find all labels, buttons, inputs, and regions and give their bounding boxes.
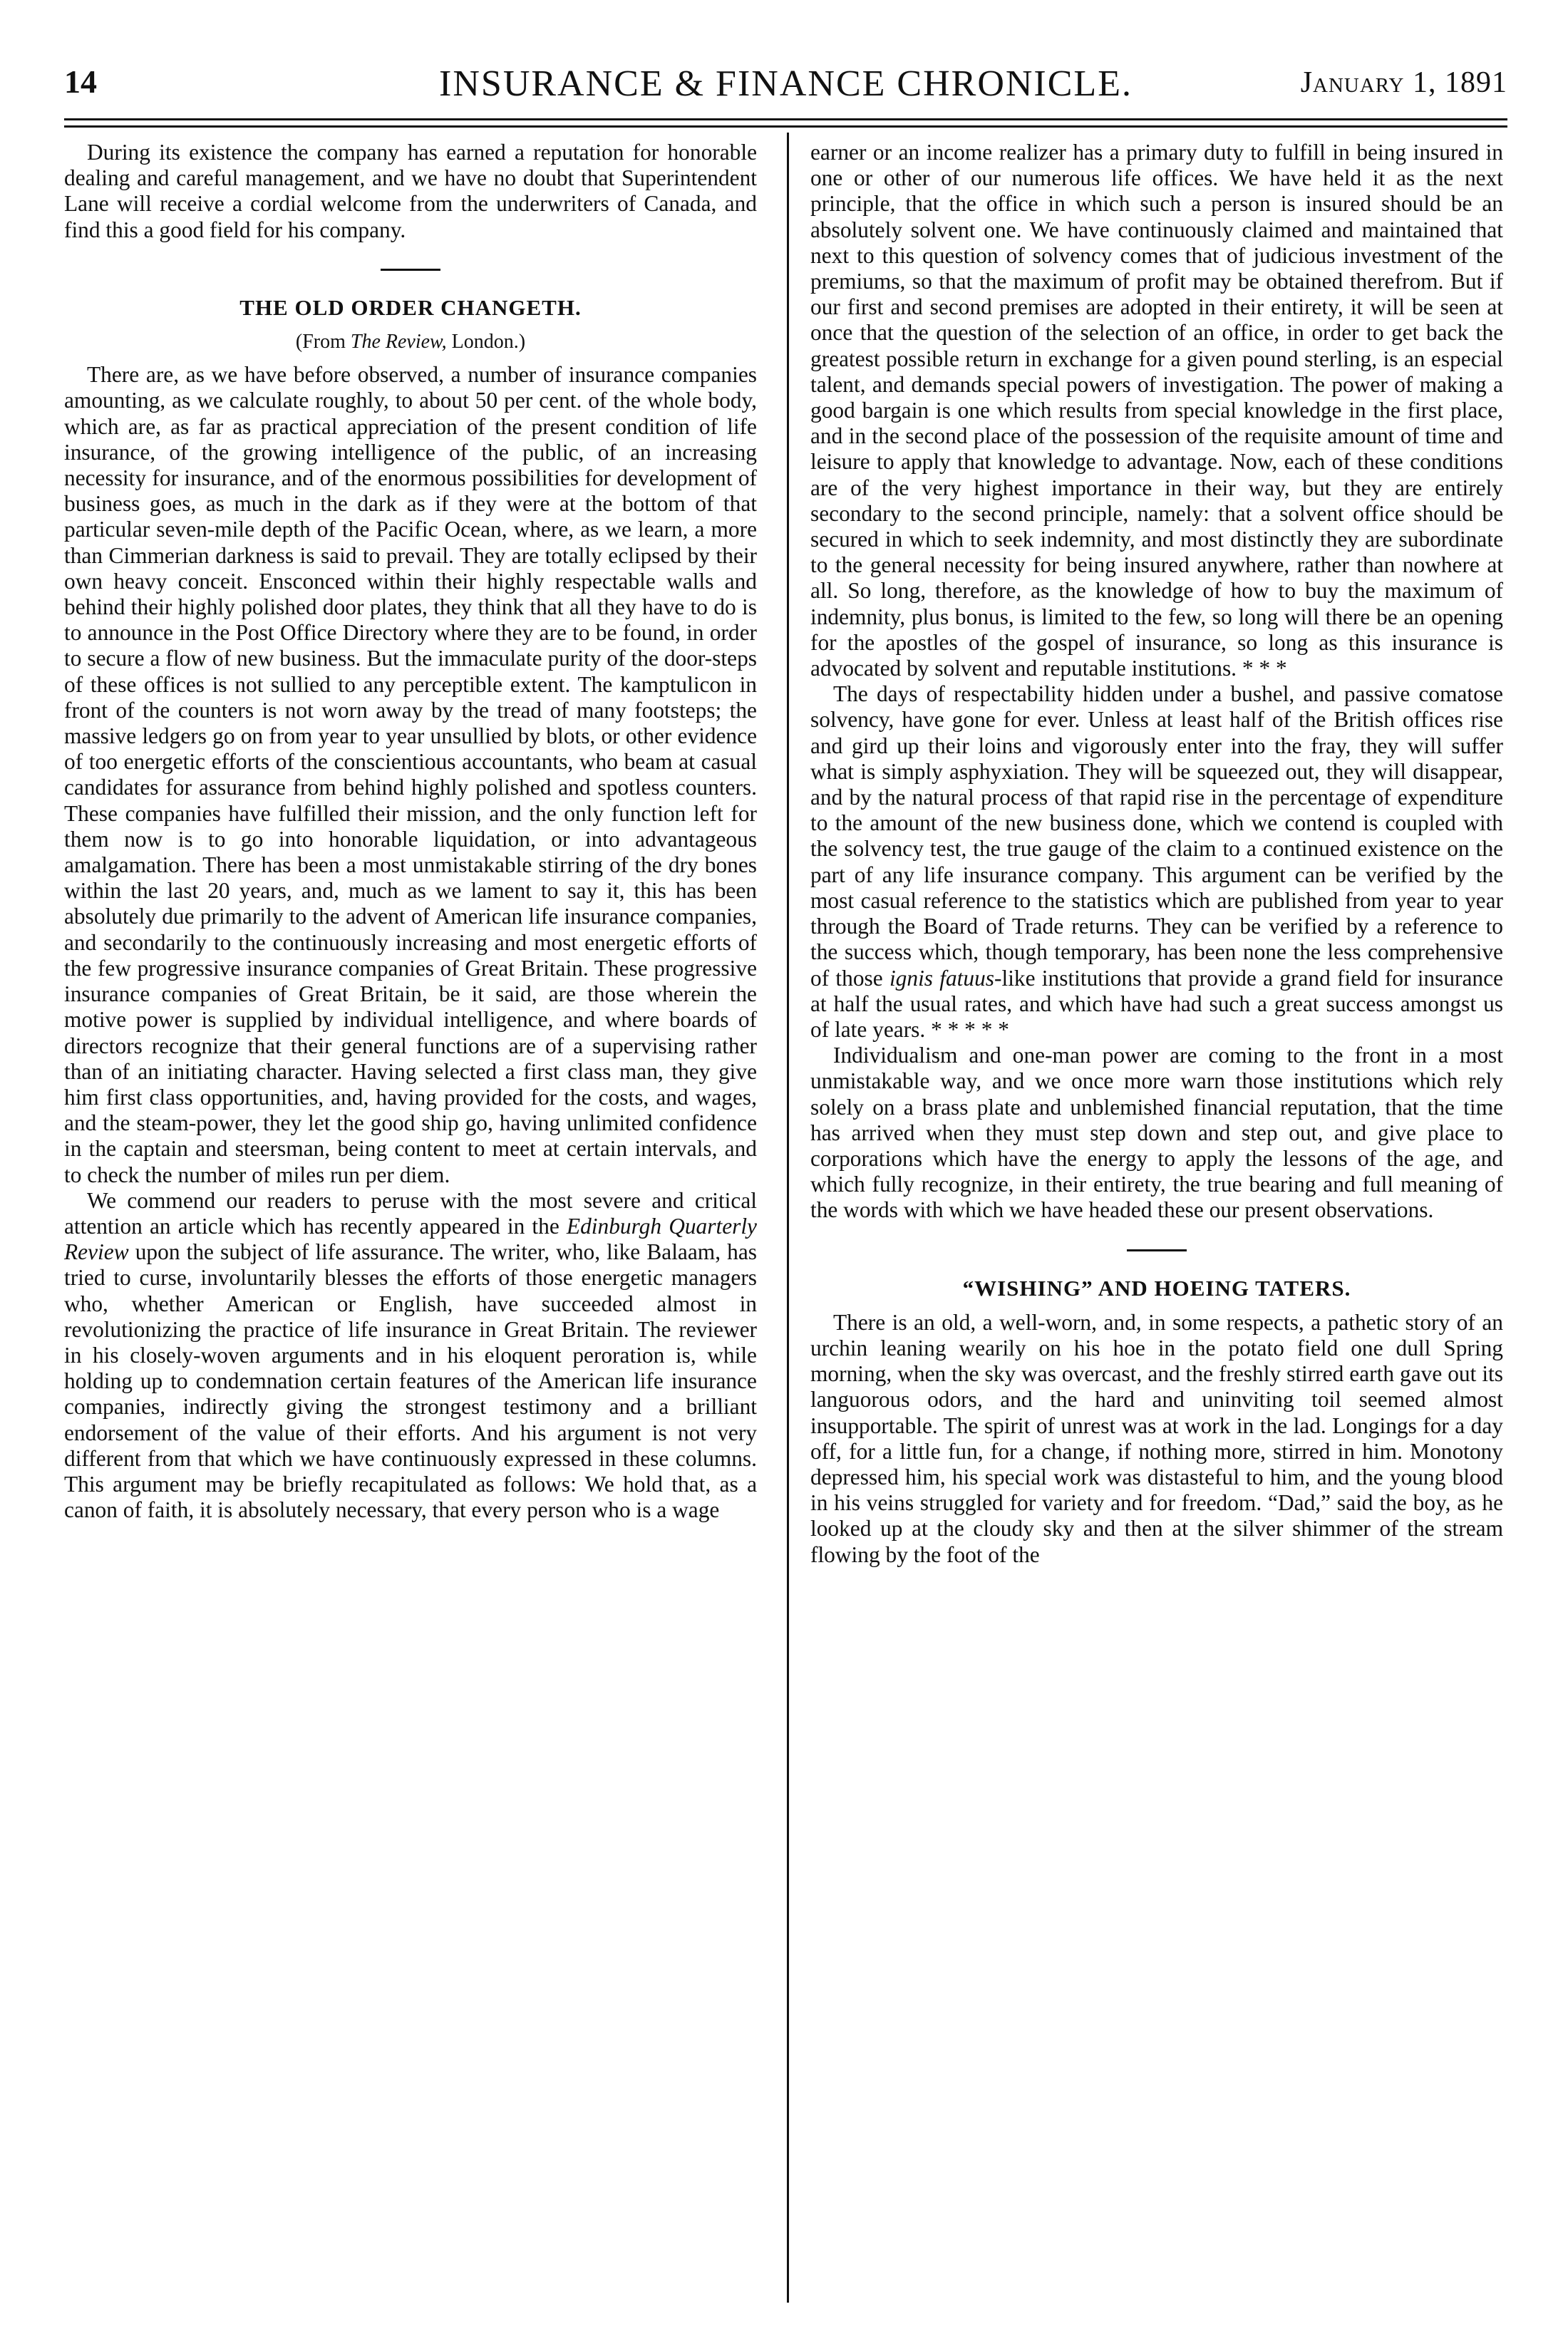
paragraph-text: The days of respectability hidden under a bushel, and passive comatose solvency, have gone for ever. Unless at least half of the British offices rise and gird up their loins and vigorously enter into the fray, they will suffer what is simply asphyxiation. They will be squeezed out, they will disappear, and by the natural process of that rapid rise in the percentage of expenditure to the amount of the new business done, which we contend is coupled with the solvency test, the true gauge of the claim to a continued existence on the part of any life insurance company. This argument can be verified by the most casual reference to the statistics which are published from year to year through the Board of Trade returns. They can be verified by a reference to the success which, though temporary, has been none the less comprehensive of those bbox=[810, 681, 1503, 991]
article-paragraph bbox=[810, 140, 1503, 681]
asterism: * * * * * bbox=[931, 1016, 1009, 1042]
left-column bbox=[64, 140, 757, 1523]
section-divider bbox=[381, 269, 440, 271]
article-paragraph bbox=[810, 681, 1503, 1043]
issue-date: January 1, 1891 bbox=[1300, 66, 1507, 99]
source-publication: The Review, bbox=[350, 331, 447, 353]
article-paragraph bbox=[64, 1188, 757, 1524]
page-number: 14 bbox=[64, 63, 97, 100]
article-title-wishing: “WISHING” AND HOEING TATERS. bbox=[962, 1275, 1351, 1301]
column-divider bbox=[787, 133, 789, 2303]
source-prefix: (From bbox=[295, 331, 351, 353]
latin-phrase: ignis fatuus bbox=[889, 965, 995, 991]
source-suffix: London.) bbox=[446, 331, 526, 353]
article-paragraph: There is an old, a well-worn, and, in some respects, a pathetic story of an urchin leaning wearily on his hoe in the potato field one dull Spring morning, when the sky was overcast, and the freshly stirred earth gave out its languorous odors, and the hard and uninviting toil seemed almost insupportable. The spirit of unrest was at work in the lad. Longings for a day off, for a little fun, for a change, if nothing more, stirred in him. Monotony depressed him, his special work was distasteful to him, and the young blood in his veins struggled for variety and for freedom. “Dad,” said the boy, as he looked up at the cloudy sky and then at the silver shimmer of the stream flowing by the foot of the bbox=[810, 1309, 1503, 1567]
article-source bbox=[64, 329, 757, 355]
paragraph-text: earner or an income realizer has a primary duty to fulfill in being insured in one or other of our numerous life offices. We have held it as the next principle, that the office in which such a person is insured should be an absolutely solvent one. We have continuously claimed and maintained that next to this question of solvency comes that of judicious investment of the premiums, so that the maximum of profit may be obtained therefrom. But if our first and second premises are adopted in their entirety, it will be seen at once that the question of the selection of an office, in order to get back the greatest possible return in exchange for a given pound sterling, is an especial talent, and demands special powers of investigation. The power of making a good bargain is one which results from special knowledge in the first place, and in the second place of the possession of the requisite amount of time and leisure to apply that knowledge to advantage. Now, each of these conditions are of the very highest importance in their way, but they are entirely secondary to the second principle, namely: that a solvent office should be secured in which to seek indemnity, and most distinctly they are subordinate to the general necessity for being insured anywhere, rather than nowhere at all. So long, therefore, as the knowledge of how to buy the maximum of indemnity, plus bonus, is limited to the few, so long will there be an opening for the apostles of the gospel of insurance, so long as this insurance is advocated by solvent and reputable institutions. bbox=[810, 140, 1503, 681]
article-paragraph: Individualism and one-man power are coming to the front in a most unmistakable way, and we once more warn those institutions which rely solely on a brass plate and unblemished financial reputation, that the time has arrived when they must step down and step out, and give place to corporations which have the energy to apply the lessons of the age, and which fully recognize, in their entirety, the true bearing and full meaning of the words with which we have headed these our present observations. bbox=[810, 1043, 1503, 1223]
page-header bbox=[64, 63, 1507, 113]
section-divider bbox=[1127, 1249, 1187, 1251]
paragraph-text: -like institutions that provide a grand field for insurance at half the usual rates, and which have had such a great success amongst us of late years. bbox=[810, 965, 1503, 1042]
journal-title: INSURANCE & FINANCE CHRONICLE. bbox=[439, 63, 1133, 104]
paragraph-text: upon the subject of life assurance. The writer, who, like Balaam, has tried to curse, involuntarily blesses the efforts of those energetic managers who, whether American or English, have succeeded almost in revolutionizing the practice of life insurance in Great Britain. The reviewer in his closely-woven arguments and in his eloquent peroration is, while holding up to condemnation certain features of the American life insurance companies, indirectly giving the strongest testimony and a brilliant endorsement of the value of their efforts. And his argument is not very different from that which we have continuously expressed in these columns. This argument may be briefly recapitulated as follows: We hold that, as a canon of faith, it is absolutely necessary, that every person who is a wage bbox=[64, 1239, 757, 1523]
asterism: * * * bbox=[1242, 656, 1287, 681]
intro-paragraph: During its existence the company has earned a reputation for honorable dealing and careful management, and we have no doubt that Superintendent Lane will receive a cordial welcome from the underwriters of Canada, and find this a good field for his company. bbox=[64, 140, 757, 242]
article-paragraph: There are, as we have before observed, a number of insurance companies amounting, as we calculate roughly, to about 50 per cent. of the whole body, which are, as far as practical appreciation of the present condition of life insurance, of the growing intelligence of the public, of an increasing necessity for insurance, and of the enormous possibilities for development of business goes, as much in the dark as if they were at the bottom of that particular seven-mile depth of the Pacific Ocean, where, as we learn, a more than Cimmerian darkness is said to prevail. They are totally eclipsed by their own heavy conceit. Ensconced within their highly respectable walls and behind their highly polished door plates, they think that all they have to do is to announce in the Post Office Directory where they are to be found, in order to secure a flow of new business. But the immaculate purity of the door-steps of these offices is not sullied to any perceptible extent. The kamptulicon in front of the counters is not worn away by the tread of many footsteps; the massive ledgers go on from year to year unsullied by blots, or other evidence of too energetic efforts of the conscientious accountants, who beam at casual candidates for assurance from behind highly polished and spotless counters. These companies have fulfilled their mission, and the only function left for them now is to go into honorable liquidation, or into advantageous amalgamation. There has been a most unmistakable stirring of the dry bones within the last 20 years, and, much as we lament to say it, this has been absolutely due primarily to the advent of American life insurance companies, and secondarily to the continuously increasing and most energetic efforts of the few progressive insurance companies of Great Britain. These progressive insurance companies of Great Britain, be it said, are those wherein the motive power is supplied by individual intelligence, and where boards of directors recognize that their general functions are of a supervising rather than of an initiating character. Having selected a first class man, they give him first class opportunities, and, having provided for the costs, and wages, and the steam-power, they let the good ship go, having unlimited confidence in the captain and steersman, being content to meet at certain intervals, and to check the number of miles run per diem. bbox=[64, 362, 757, 1187]
paragraph-text: We commend our readers to peruse with the most severe and critical attention an article which has recently appeared in the bbox=[64, 1187, 757, 1239]
publication-name: Edinburgh Quarterly Review bbox=[64, 1213, 757, 1265]
right-column bbox=[810, 140, 1503, 1568]
header-rule-bottom bbox=[64, 125, 1507, 128]
header-rule-top bbox=[64, 118, 1507, 120]
article-title-old-order: THE OLD ORDER CHANGETH. bbox=[239, 294, 582, 320]
